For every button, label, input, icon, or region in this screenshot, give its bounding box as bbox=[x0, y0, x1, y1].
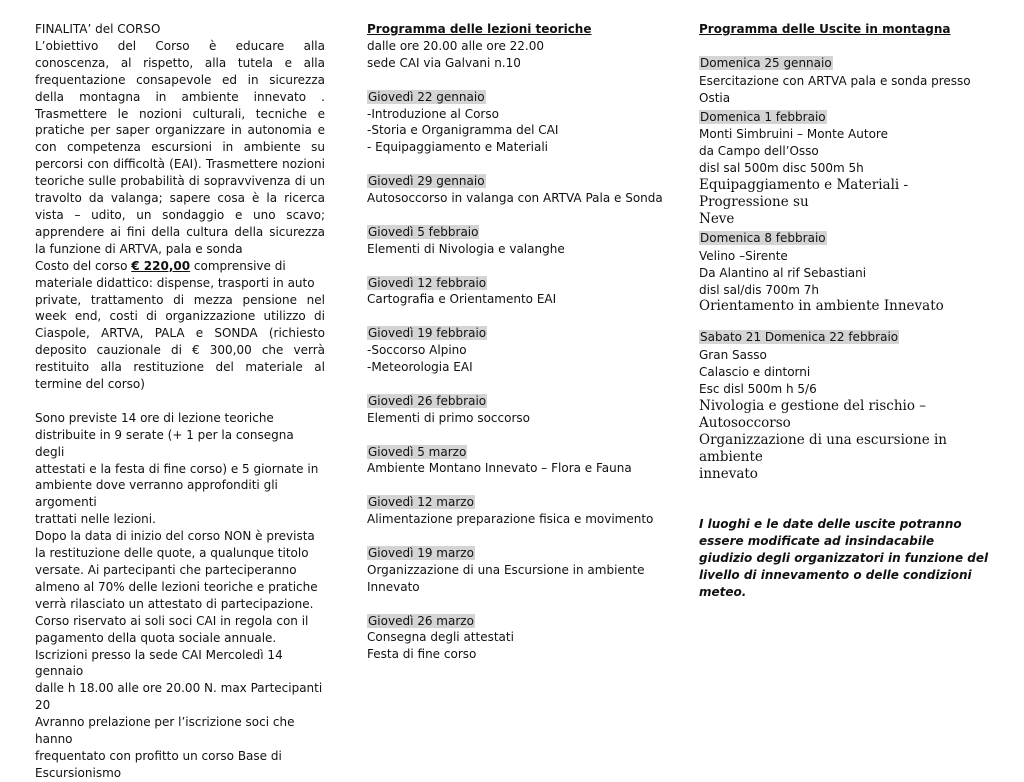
outings-list bbox=[699, 38, 989, 483]
course-details bbox=[35, 410, 325, 782]
spacer bbox=[367, 258, 667, 275]
spacer bbox=[367, 207, 667, 224]
outing-item bbox=[699, 55, 989, 72]
outing-detail: disl sal 500m disc 500m 5h bbox=[699, 161, 864, 176]
lesson-topic: Festa di fine corso bbox=[367, 647, 477, 662]
cost-body: private, trattamento di mezza pensione nel week end, costi di organizzazione utilizzo di Ciaspole, ARTVA, PALA e SONDA (richiesto deposito cauzionale di € 300,00 che verrà restituito alla restituzione del materiale al termine del corso) bbox=[35, 292, 325, 392]
lesson-topic: Consegna degli attestati bbox=[367, 630, 514, 645]
outing-detail: Ostia bbox=[699, 90, 731, 105]
lesson-date: Giovedì 5 febbraio bbox=[368, 224, 479, 239]
lesson-item bbox=[367, 173, 667, 190]
info-line: Dopo la data di inizio del corso NON è prevista bbox=[35, 529, 315, 544]
info-line: frequentato con profitto un corso Base di bbox=[35, 748, 282, 763]
info-line: Avranno prelazione per l’iscrizione soci che hanno bbox=[35, 715, 295, 747]
spacer bbox=[367, 376, 667, 393]
spacer bbox=[699, 38, 989, 55]
course-price: € 220,00 bbox=[131, 258, 191, 273]
lesson-item bbox=[367, 275, 667, 292]
lesson-date: Giovedì 12 marzo bbox=[368, 495, 474, 510]
info-line: pagamento della quota sociale annuale. bbox=[35, 630, 277, 645]
info-line: la restituzione delle quote, a qualunque titolo bbox=[35, 546, 309, 561]
lesson-date: Giovedì 26 marzo bbox=[368, 613, 474, 628]
outing-item bbox=[699, 329, 989, 346]
lesson-topic: -Introduzione al Corso bbox=[367, 106, 499, 121]
lesson-item bbox=[367, 393, 667, 410]
spacer bbox=[367, 528, 667, 545]
spacer bbox=[367, 72, 667, 89]
info-line: trattati nelle lezioni. bbox=[35, 512, 156, 527]
outing-topic: Equipaggiamento e Materiali - Progressione su bbox=[699, 177, 909, 211]
outing-date: Domenica 8 febbraio bbox=[700, 230, 826, 245]
outing-detail: da Campo dell’Osso bbox=[699, 144, 819, 159]
info-line: almeno al 70% delle lezioni teoriche e pratiche bbox=[35, 579, 318, 594]
outing-detail: Velino –Sirente bbox=[699, 248, 788, 263]
lesson-item bbox=[367, 494, 667, 511]
outing-detail: Esercitazione con ARTVA pala e sonda presso bbox=[699, 73, 971, 88]
lesson-date: Giovedì 19 febbraio bbox=[368, 326, 487, 341]
lesson-date: Giovedì 22 gennaio bbox=[368, 89, 485, 104]
info-line: verrà rilasciato un attestato di partecipazione. bbox=[35, 596, 314, 611]
outing-date: Domenica 25 gennaio bbox=[700, 55, 832, 70]
info-line: attestati e la festa di fine corso) e 5 giornate in bbox=[35, 461, 319, 476]
outing-detail: Gran Sasso bbox=[699, 348, 767, 363]
lesson-item bbox=[367, 613, 667, 630]
outing-date: Domenica 1 febbraio bbox=[700, 109, 826, 124]
outings-title: Programma delle Uscite in montagna bbox=[699, 22, 951, 36]
course-info-column bbox=[35, 21, 325, 782]
lesson-item bbox=[367, 545, 667, 562]
outing-detail: Calascio e dintorni bbox=[699, 365, 811, 380]
spacer bbox=[367, 596, 667, 613]
lessons-title: Programma delle lezioni teoriche bbox=[367, 22, 592, 36]
lesson-topic: Elementi di Nivologia e valanghe bbox=[367, 241, 565, 256]
lesson-topic: Cartografia e Orientamento EAI bbox=[367, 292, 557, 307]
spacer bbox=[367, 427, 667, 444]
info-line: distribuite in 9 serate (+ 1 per la consegna degli bbox=[35, 427, 294, 459]
lesson-topic: Elementi di primo soccorso bbox=[367, 410, 530, 425]
info-line: ambiente dove verranno approfonditi gli argomenti bbox=[35, 478, 278, 510]
lesson-item bbox=[367, 444, 667, 461]
lesson-topic: Autosoccorso in valanga con ARTVA Pala e Sonda bbox=[367, 191, 663, 206]
info-line: dalle h 18.00 alle ore 20.00 N. max Partecipanti 20 bbox=[35, 681, 323, 713]
spacer bbox=[367, 477, 667, 494]
finalita-body: L’obiettivo del Corso è educare alla conoscenza, al rispetto, alla tutela e alla frequentazione consapevole ed in sicurezza della montagna in ambiente innevato . Trasmettere le nozioni culturali, tecniche e pratiche per saper organizzare in autonomia e con competenza escursioni in ambiente su percorsi con difficoltà (EAI). Trasmettere nozioni teoriche sulle probabilità di sopravvivenza di un travolto da valanga; sapere cosa è la ricerca vista – udito, un sondaggio e uno scavo; apprendere ai fini della cultura della sicurezza la funzione di ARTVA, pala e sonda bbox=[35, 38, 325, 256]
lessons-list bbox=[367, 72, 667, 664]
outing-detail: Esc disl 500m h 5/6 bbox=[699, 382, 817, 397]
lesson-topic: -Meteorologia EAI bbox=[367, 360, 473, 375]
outings-column bbox=[699, 21, 989, 601]
cost-line: Costo del corso € 220,00 comprensive di bbox=[35, 258, 286, 273]
lesson-topic: Alimentazione preparazione fisica e movimento bbox=[367, 512, 654, 527]
lesson-topic: Organizzazione di una Escursione in ambiente bbox=[367, 562, 645, 577]
lessons-location: sede CAI via Galvani n.10 bbox=[367, 55, 521, 70]
outing-item bbox=[699, 109, 989, 126]
lesson-date: Giovedì 26 febbraio bbox=[368, 393, 487, 408]
outing-item bbox=[699, 230, 989, 247]
lesson-item bbox=[367, 89, 667, 106]
lesson-topic: -Storia e Organigramma del CAI bbox=[367, 123, 559, 138]
lesson-topic: - Equipaggiamento e Materiali bbox=[367, 140, 548, 155]
lesson-date: Giovedì 5 marzo bbox=[368, 444, 467, 459]
lesson-topic: Ambiente Montano Innevato – Flora e Fauna bbox=[367, 461, 632, 476]
lesson-date: Giovedì 29 gennaio bbox=[368, 174, 485, 189]
info-line: versate. Ai partecipanti che parteciperanno bbox=[35, 562, 297, 577]
lesson-topic: -Soccorso Alpino bbox=[367, 343, 467, 358]
outing-topic: Orientamento in ambiente Innevato bbox=[699, 298, 944, 315]
lessons-time: dalle ore 20.00 alle ore 22.00 bbox=[367, 38, 544, 53]
outings-disclaimer: I luoghi e le date delle uscite potranno essere modificate ad insindacabile giudizio degli organizzatori in funzione del livello di innevamento o delle condizioni meteo. bbox=[699, 517, 989, 599]
outing-topic: Nivologia e gestione del rischio – Autosoccorso bbox=[699, 398, 926, 431]
lesson-item bbox=[367, 224, 667, 241]
spacer bbox=[367, 308, 667, 325]
outing-detail: Da Alantino al rif Sebastiani bbox=[699, 265, 867, 280]
outing-topic: innevato bbox=[699, 465, 758, 482]
info-line: Sono previste 14 ore di lezione teoriche bbox=[35, 410, 274, 425]
outing-date: Sabato 21 Domenica 22 febbraio bbox=[700, 330, 899, 345]
lesson-item bbox=[367, 325, 667, 342]
outing-detail: disl sal/dis 700m 7h bbox=[699, 282, 819, 297]
info-line: Corso riservato ai soli soci CAI in regola con il bbox=[35, 613, 309, 628]
lesson-date: Giovedì 19 marzo bbox=[368, 545, 474, 560]
lesson-topic: Innevato bbox=[367, 579, 420, 594]
lesson-date: Giovedì 12 febbraio bbox=[368, 275, 487, 290]
finalita-title: FINALITA’ del CORSO bbox=[35, 22, 161, 36]
lessons-column bbox=[367, 21, 667, 663]
spacer bbox=[367, 156, 667, 173]
outing-topic: Neve bbox=[699, 210, 735, 227]
info-line: Escursionismo bbox=[35, 765, 122, 780]
cost-line-2: materiale didattico: dispense, trasporti in auto bbox=[35, 275, 315, 290]
outing-detail: Monti Simbruini – Monte Autore bbox=[699, 127, 888, 142]
info-line: Iscrizioni presso la sede CAI Mercoledì 14 gennaio bbox=[35, 647, 283, 679]
outing-topic: Organizzazione di una escursione in ambiente bbox=[699, 431, 947, 465]
